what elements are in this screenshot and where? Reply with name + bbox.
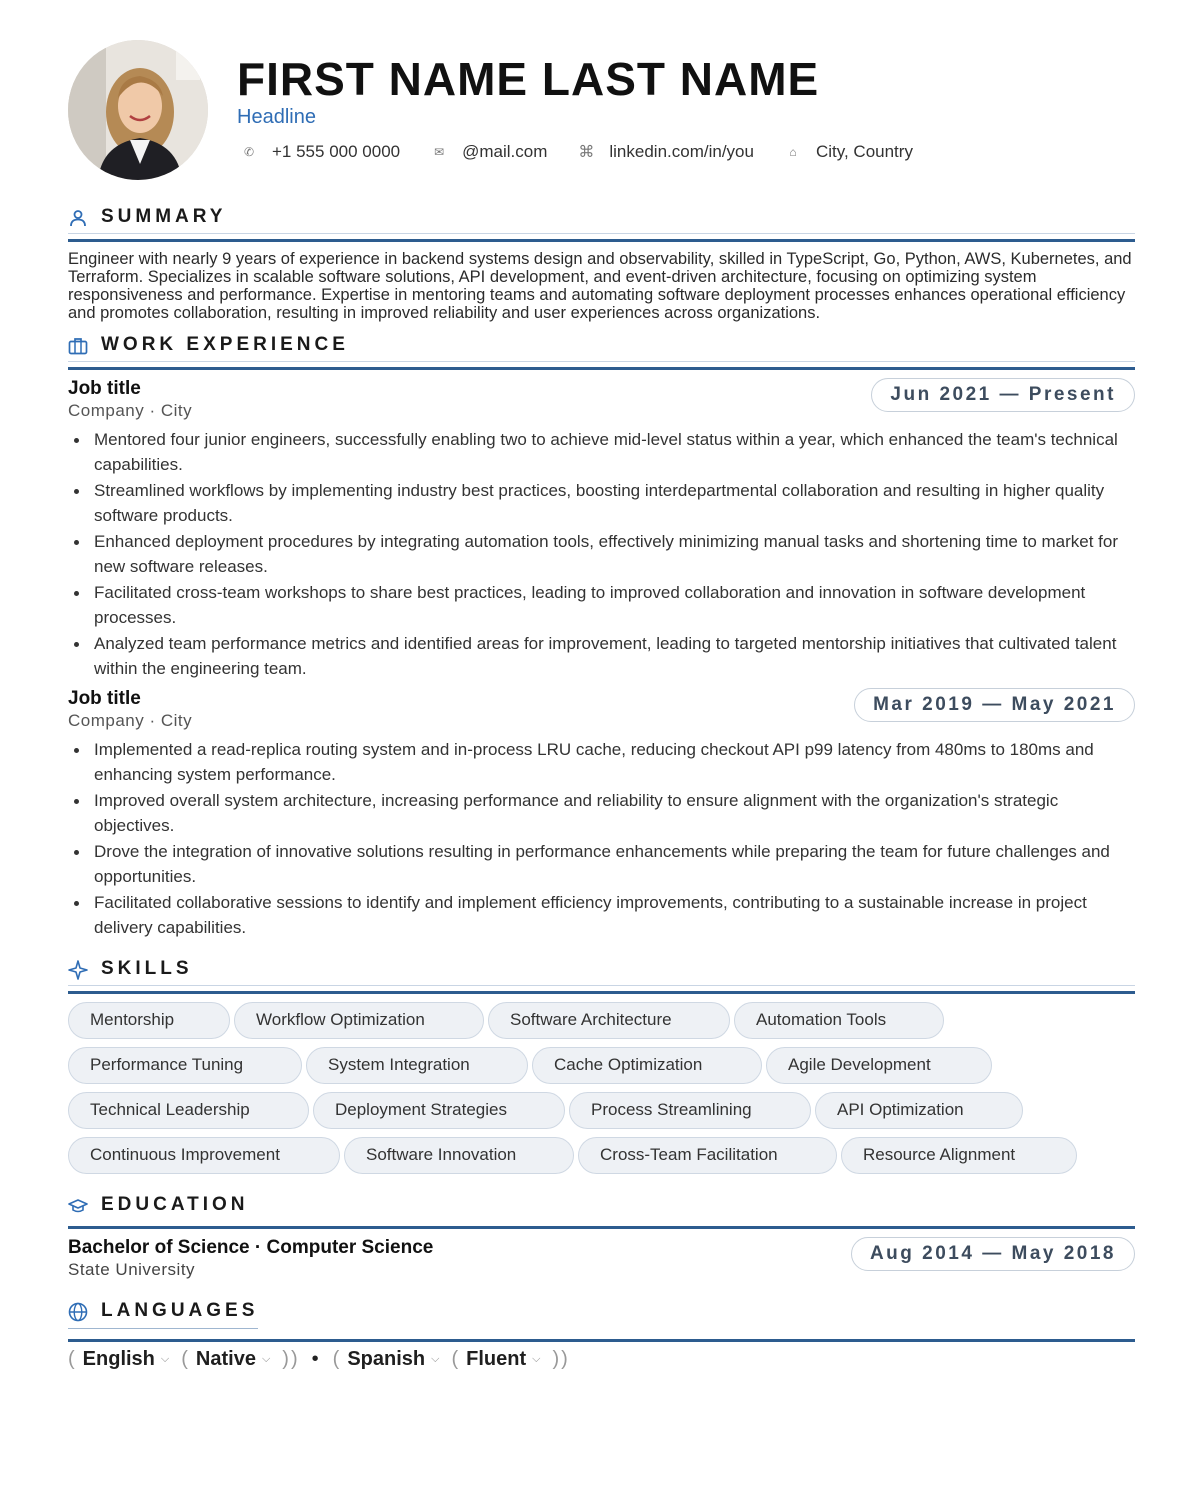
skill-chip: Mentorship [68,1002,230,1039]
level-select[interactable]: Fluent [466,1348,527,1370]
skill-chip: Automation Tools [734,1002,944,1039]
section-title-education: EDUCATION [101,1194,249,1215]
full-name: FIRST NAME LAST NAME [237,53,820,105]
section-header-skills [68,958,1135,992]
paren-open: ( [332,1348,340,1370]
skill-chip: Workflow Optimization [234,1002,484,1039]
job-company: Company · City [68,711,193,730]
section-header-work [68,334,1135,368]
skill-chip: Technical Leadership [68,1092,309,1129]
skill-chip: Performance Tuning [68,1047,302,1084]
paren-open: ( [451,1348,459,1370]
skill-chip: Agile Development [766,1047,992,1084]
profile-photo [68,40,208,180]
section-header-education [68,1194,1135,1228]
summary-text: Engineer with nearly 9 years of experience in backend systems design and observability, skilled in TypeScript, Go, Python, AWS, Kubernetes, and Terraform. Specializes in scalable software solutions, API development, and event-driven architecture, focusing on optimizing system responsiveness and performance. Expertise in mentoring teams and automating software deployment processes enhances operational efficiency and promotes collaboration, resulting in improved reliability and user experiences across organizations. [68,250,1132,322]
contact-email[interactable] [430,142,547,162]
contact-phone[interactable] [240,142,400,162]
skill-chip: Cross-Team Facilitation [578,1137,837,1174]
section-rule [68,1328,258,1329]
education-entry [68,1237,1135,1280]
linkedin-text: linkedin.com/in/you [609,142,754,161]
section-title-summary: SUMMARY [101,206,227,227]
section-rule [68,233,1135,234]
job-bullet: Analyzed team performance metrics and identified areas for improvement, leading to targeted mentorship initiatives that cultivated talent within the engineering team. [68,631,1135,681]
skill-chip: Cache Optimization [532,1047,762,1084]
phone-text: +1 555 000 0000 [272,142,401,161]
skill-chip: Resource Alignment [841,1137,1077,1174]
section-header-languages [68,1300,1135,1334]
chevron-down-icon[interactable]: ⌵ [261,1353,271,1365]
skill-chip: API Optimization [815,1092,1023,1129]
job-bullet: Implemented a read-replica routing system and in-process LRU cache, reducing checkout API p99 latency from 480ms to 180ms and enhancing system performance. [68,737,1135,787]
section-rule [68,985,1135,986]
job-bullets [68,737,1135,940]
location-text: City, Country [815,142,913,161]
section-header-summary [68,206,1135,240]
phone-icon: ✆ [243,145,255,159]
person-icon [68,208,88,228]
skills-list [68,1002,1135,1182]
job-bullet: Mentored four junior engineers, successfully enabling two to achieve mid-level status within a year, which enhanced the team's technical capabilities. [68,427,1135,477]
paren-close: ) [290,1348,298,1370]
section-rule [68,361,1135,362]
skill-row [68,1002,1135,1039]
job-bullet: Improved overall system architecture, increasing performance and reliability to ensure alignment with the organization's strategic objectives. [68,788,1135,838]
home-icon: ⌂ [789,145,797,159]
education-dates: Aug 2014 — May 2018 [851,1237,1135,1271]
section-title-languages: LANGUAGES [101,1300,259,1321]
languages-list [68,1348,576,1371]
job-entry [68,378,1135,682]
mail-icon: ✉ [434,145,445,159]
job-bullet: Drove the integration of innovative solutions resulting in performance enhancements while preparing the team for future challenges and opportunities. [68,839,1135,889]
contact-bar [240,142,943,162]
skill-row [68,1092,1135,1129]
job-bullet: Streamlined workflows by implementing industry best practices, boosting interdepartmental collaboration and resulting in higher quality software products. [68,478,1135,528]
paren-close: ) [282,1348,289,1370]
section-rule-accent [68,991,1135,994]
section-rule-accent [68,1339,1135,1342]
skill-row [68,1047,1135,1084]
section-rule-accent [68,1226,1135,1229]
education-degree: Bachelor of Science · Computer Science [68,1237,434,1258]
job-dates: Jun 2021 — Present [871,378,1135,412]
language-select[interactable]: Spanish [347,1348,426,1370]
language-select[interactable]: English [82,1348,155,1370]
skill-chip: Software Architecture [488,1002,730,1039]
briefcase-icon [68,336,88,356]
job-bullet: Enhanced deployment procedures by integrating automation tools, effectively minimizing manual tasks and shortening time to market for new software releases. [68,529,1135,579]
job-bullet: Facilitated collaborative sessions to identify and implement efficiency improvements, contributing to a sustainable increase in project delivery capabilities. [68,890,1135,940]
job-title: Job title [68,688,141,709]
section-rule-accent [68,239,1135,242]
paren-close: ) [561,1348,568,1370]
globe-icon [68,1302,88,1322]
skill-chip: Deployment Strategies [313,1092,565,1129]
chevron-down-icon[interactable]: ⌵ [431,1353,440,1365]
email-text: @mail.com [462,142,548,161]
skill-row [68,1137,1135,1174]
education-school: State University [68,1260,196,1279]
job-bullets [68,427,1135,681]
contact-linkedin[interactable] [577,142,754,162]
graduation-cap-icon [68,1196,88,1216]
skill-chip: Continuous Improvement [68,1137,340,1174]
section-title-skills: SKILLS [101,958,193,979]
paren-open: ( [68,1348,75,1370]
separator-dot: • [311,1348,319,1370]
level-select[interactable]: Native [195,1348,256,1370]
paren-close: ) [552,1348,560,1370]
skill-chip: Software Innovation [344,1137,574,1174]
paren-open: ( [181,1348,188,1370]
chevron-down-icon[interactable]: ⌵ [160,1353,170,1365]
skill-chip: Process Streamlining [569,1092,811,1129]
job-company: Company · City [68,401,193,420]
contact-location [784,142,913,162]
job-dates: Mar 2019 — May 2021 [854,688,1135,722]
job-bullet: Facilitated cross-team workshops to share best practices, leading to improved collaboration and innovation in software development processes. [68,580,1135,630]
section-rule-accent [68,367,1135,370]
skill-chip: System Integration [306,1047,528,1084]
job-entry [68,688,1135,941]
sparkle-icon [68,960,88,980]
chevron-down-icon[interactable]: ⌵ [532,1353,541,1365]
job-title: Job title [68,378,141,399]
headline: Headline [237,106,316,128]
section-title-work: WORK EXPERIENCE [101,334,349,355]
link-icon: ⌘ [578,144,595,161]
